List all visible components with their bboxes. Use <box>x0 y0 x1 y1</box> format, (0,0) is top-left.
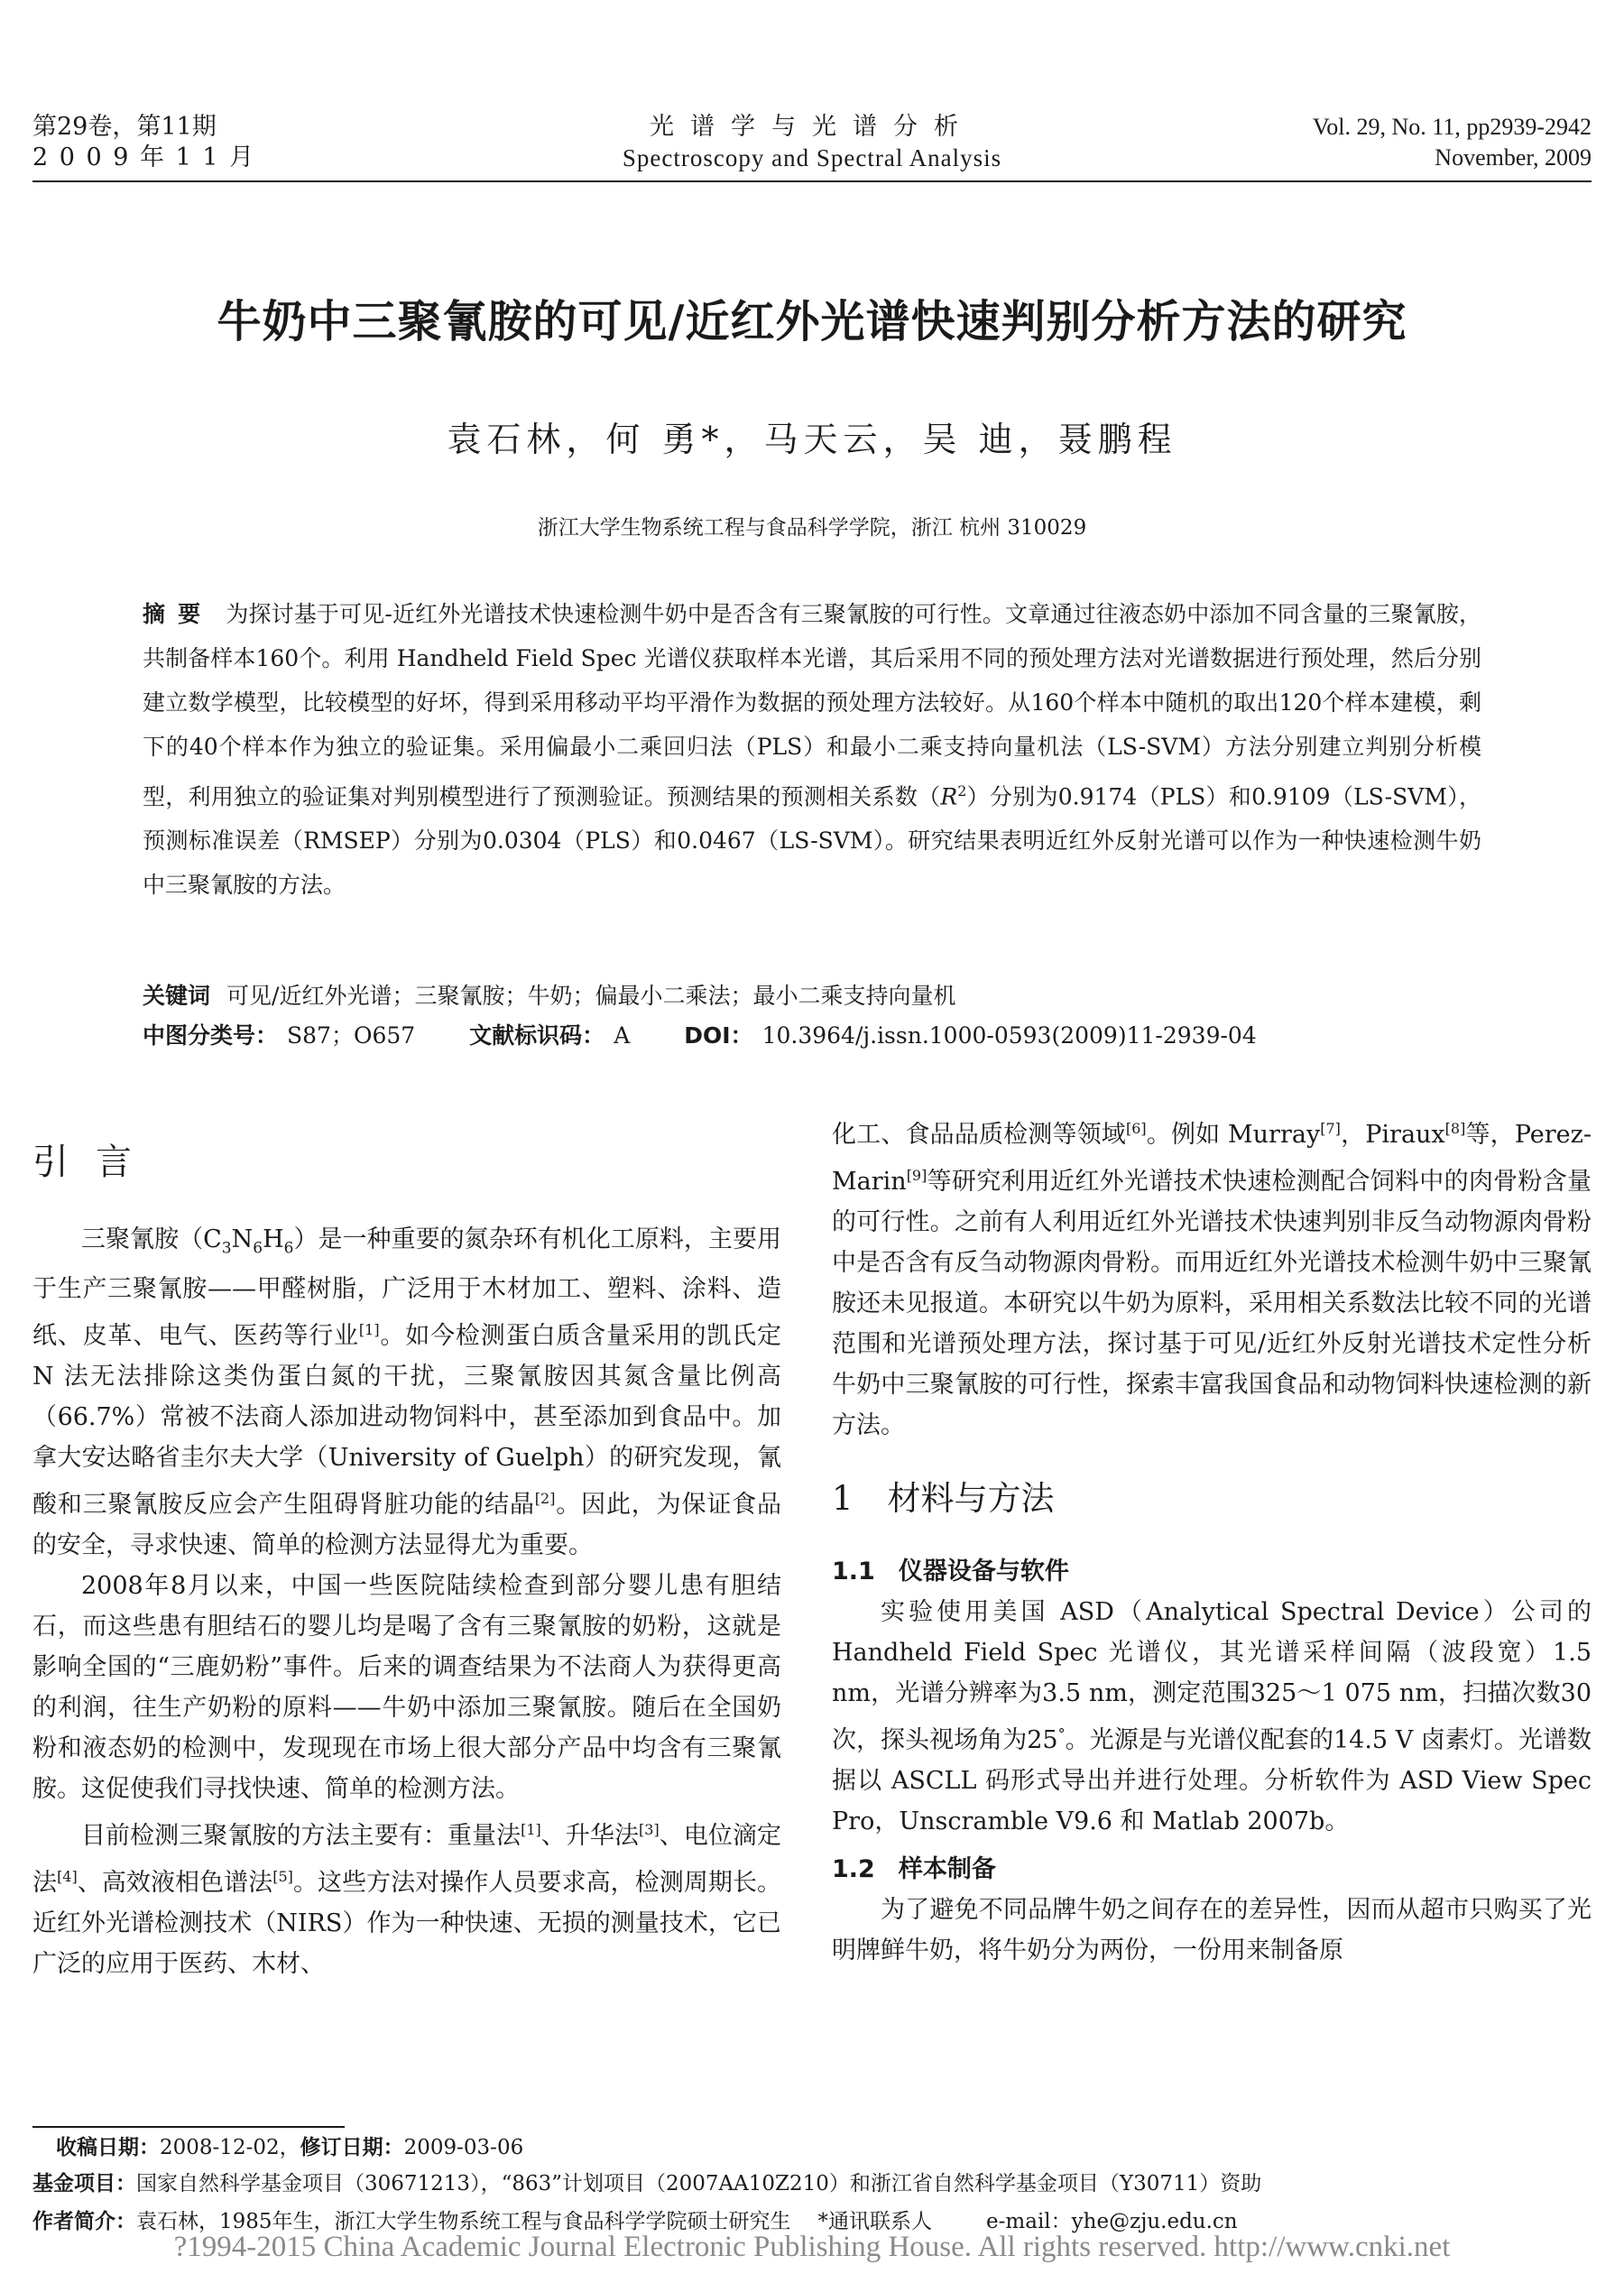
header-date-en: November, 2009 <box>1435 144 1592 171</box>
footnote-funding: 基金项目：国家自然科学基金项目（30671213），“863”计划项目（2007AA10Z210）和浙江省自然科学基金项目（Y30711）资助 <box>32 2172 1262 2195</box>
citation: [1] <box>358 1321 380 1339</box>
header-rule <box>32 180 1592 182</box>
abstract-text-b: ）分别为0.9174（PLS）和0.9109（LS-SVM），预测标准误差（RMSEP）分别为0.0304（PLS）和0.0467（LS-SVM）。研究结果表明近红外反射光谱可以作为一种快速检测牛奶中三聚氰胺的方法。 <box>143 783 1481 899</box>
doi-label: DOI： <box>684 1022 753 1049</box>
citation: [8] <box>1444 1120 1466 1137</box>
author-list: 袁石林，何 勇*，马天云，吴 迪，聂鹏程 <box>447 420 1177 459</box>
abstract-r2-sup: 2 <box>957 782 967 800</box>
doc-code-value: A <box>614 1022 631 1049</box>
section-1-1-heading: 1.1 仪器设备与软件 <box>832 1558 1069 1585</box>
citation: [3] <box>639 1821 660 1839</box>
classification-line <box>143 1018 1481 1054</box>
header-date-cn: 2 0 0 9 年 1 1 月 <box>32 143 256 171</box>
corresponding-author-note: *通讯联系人 <box>817 2210 933 2233</box>
citation: [7] <box>1320 1120 1341 1137</box>
abstract-r2: R <box>940 783 958 810</box>
doc-code-label: 文献标识码： <box>469 1022 605 1049</box>
abstract <box>143 592 1481 907</box>
section-1-heading: 1 材料与方法 <box>832 1479 1055 1518</box>
column-right <box>832 1108 1592 1971</box>
copyright-watermark: ?1994-2015 China Academic Journal Electronic Publishing House. All rights reserved. http://www.cnki.net <box>173 2231 1451 2263</box>
doi-value: 10.3964/j.issn.1000-0593(2009)11-2939-04 <box>761 1022 1257 1049</box>
keywords-text: 可见/近红外光谱；三聚氰胺；牛奶；偏最小二乘法；最小二乘支持向量机 <box>226 983 956 1009</box>
section-1-2-text: 为了避免不同品牌牛奶之间存在的差异性，因而从超市只购买了光明牌鲜牛奶，将牛奶分为两份，一份用来制备原 <box>832 1896 1592 1964</box>
paper-title: 牛奶中三聚氰胺的可见/近红外光谱快速判别分析方法的研究 <box>217 296 1407 347</box>
header-vol-en: Vol. 29, No. 11, pp2939-2942 <box>1312 114 1592 140</box>
section-1-1-text: 实验使用美国 ASD（Analytical Spectral Device）公司的 Handheld Field Spec 光谱仪，其光谱采样间隔（波段宽）1.5 nm，光谱分辨率为3.5 nm，测定范围325～1 075 nm，扫描次数30次，探头视场角为25°。光源是与光谱仪配套的14.5 V 卤素灯。光谱数据以 ASCLL 码形式导出并进行处理。分析软件为 ASD View Spec Pro，Unscramble V9.6 和 Matlab 2007b。 <box>832 1598 1592 1835</box>
intro-paragraph-2: 2008年8月以来，中国一些医院陆续检查到部分婴儿患有胆结石，而这些患有胆结石的婴儿均是喝了含有三聚氰胺的奶粉，这就是影响全国的“三鹿奶粉”事件。后来的调查结果为不法商人为获得更高的利润，往生产奶粉的原料——牛奶中添加三聚氰胺。随后在全国奶粉和液态奶的检测中，发现现在市场上很大部分产品中均含有三聚氰胺。这促使我们寻找快速、简单的检测方法。 <box>32 1572 781 1804</box>
citation: [9] <box>906 1167 927 1184</box>
keywords <box>143 978 1481 1014</box>
citation: [6] <box>1125 1120 1147 1137</box>
intro-heading: 引言 <box>32 1142 159 1183</box>
journal-name-cn: 光谱学与光谱分析 <box>650 113 974 141</box>
keywords-label: 关键词 <box>143 983 211 1009</box>
journal-name-en: Spectroscopy and Spectral Analysis <box>622 144 1002 171</box>
abstract-text-a: 为探讨基于可见-近红外光谱技术快速检测牛奶中是否含有三聚氰胺的可行性。文章通过往液态奶中添加不同含量的三聚氰胺，共制备样本160个。利用 Handheld Field Spec 光谱仪获取样本光谱，其后采用不同的预处理方法对光谱数据进行预处理，然后分别建立数学模型，比较模型的好坏，得到采用移动平均平滑作为数据的预处理方法较好。从160个样本中随机的取出120个样本建模，剩下的40个样本作为独立的验证集。采用偏最小二乘回归法（PLS）和最小二乘支持向量机法（LS-SVM）方法分别建立判别分析模型，利用独立的验证集对判别模型进行了预测验证。预测结果的预测相关系数（ <box>143 601 1481 810</box>
intro-paragraph-1: 三聚氰胺$(C_3N_6H_6)$是一种重要的氮杂环有机化工原料，主要用于生产三聚氰胺——甲醛树脂，广泛用于木材加工、塑料、涂料、造纸、皮革、电气、医药等行业[1]。如今检测蛋白质含量采用的凯氏定 N 法无法排除这类伪蛋白氮的干扰，三聚氰胺因其氮含量比例高（66.7%）常被不法商人添加进动物饲料中，甚至添加到食品中。加拿大安达略省圭尔夫大学（University of Guelph）的研究发现，氰酸和三聚氰胺反应会产生阻碍肾脏功能的结晶[2]。因此，为保证食品的安全，寻求快速、简单的检测方法显得尤为重要。 <box>32 1225 782 1560</box>
intro-paragraph-3-continued: 化工、食品品质检测等领域[6]。例如 Murray[7]，Piraux[8]等，Perez-Marin[9]等研究利用近红外光谱技术快速检测配合饲料中的肉骨粉含量的可行性。之前有人利用近红外光谱技术快速判别非反刍动物源肉骨粉中是否含有反刍动物源肉骨粉。而用近红外光谱技术检测牛奶中三聚氰胺还未见报道。本研究以牛奶为原料，采用相关系数法比较不同的光谱范围和光谱预处理方法，探讨基于可见/近红外反射光谱技术定性分析牛奶中三聚氰胺的可行性，探索丰富我国食品和动物饲料快速检测的新方法。 <box>832 1120 1592 1439</box>
clc-label: 中图分类号： <box>143 1022 279 1049</box>
citation: [5] <box>272 1868 293 1886</box>
intro-paragraph-3: 目前检测三聚氰胺的方法主要有：重量法[1]、升华法[3]、电位滴定法[4]、高效液相色谱法[5]。这些方法对操作人员要求高，检测周期长。近红外光谱检测技术（NIRS）作为一种快速、无损的测量技术，它已广泛的应用于医药、木材、 <box>32 1821 782 1979</box>
citation: [2] <box>534 1490 556 1508</box>
email: e-mail：yhe@zju.edu.cn <box>986 2210 1238 2233</box>
abstract-label: 摘要 <box>143 601 214 627</box>
citation: [1] <box>521 1821 541 1839</box>
section-1-2-heading: 1.2 样本制备 <box>832 1855 996 1883</box>
header-issue-cn: 第29卷，第11期 <box>32 113 217 141</box>
affiliation: 浙江大学生物系统工程与食品科学学院，浙江 杭州 310029 <box>537 516 1087 540</box>
footnote-dates: 收稿日期：2008-12-02，修订日期：2009-03-06 <box>56 2136 524 2159</box>
column-left <box>32 1108 781 1984</box>
header-volume <box>1313 112 1592 173</box>
citation: [4] <box>57 1868 78 1886</box>
footnote-author-bio: 作者简介：袁石林，1985年生，浙江大学生物系统工程与食品科学学院硕士研究生 *通讯联系人 e-mail：yhe@zju.edu.cn <box>32 2210 1238 2233</box>
clc-value: S87；O657 <box>287 1022 416 1049</box>
footnote-rule <box>32 2126 345 2128</box>
